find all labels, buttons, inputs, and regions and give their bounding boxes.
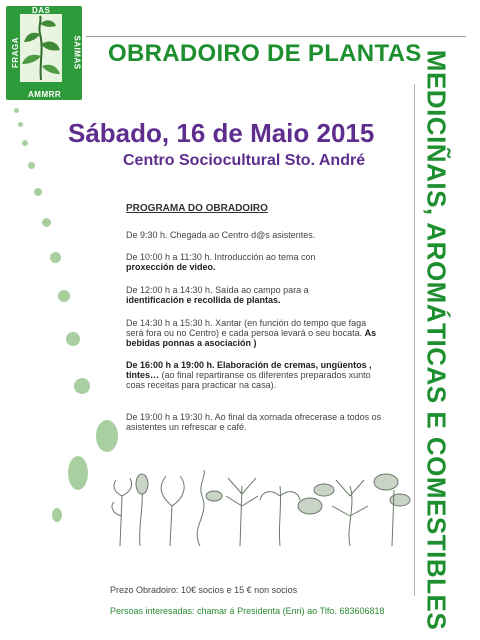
program-item-text: De 12:00 h a 14:30 h. Saída ao campo para a [126, 285, 309, 295]
logo-text-left: FRAGA [10, 37, 20, 68]
decor-circle [42, 218, 51, 227]
logo-plant-illustration [20, 14, 62, 82]
decor-circle [50, 252, 61, 263]
decor-circle [68, 456, 88, 490]
decor-circle [18, 122, 23, 127]
decor-circle [74, 378, 90, 394]
program-item-text: De 9:30 h. Chegada ao Centro d@s asistentes. [126, 230, 316, 240]
program-heading: PROGRAMA DO OBRADOIRO [126, 203, 268, 214]
decor-circle [34, 188, 42, 196]
association-logo [2, 2, 86, 102]
decor-circle [58, 290, 70, 302]
program-item [126, 360, 386, 390]
program-item-bold: proxección de video. [126, 262, 216, 272]
vertical-title-container [416, 49, 456, 631]
program-item [126, 412, 386, 432]
header-divider [86, 36, 466, 37]
program-item-text: De 14:30 h a 15:30 h. Xantar (en función do tempo que faga será fora ou no Centro) e cada persoa levará o seu bocata. [126, 318, 367, 338]
program-item-text: De 10:00 h a 11:30 h. Introducción ao tema con [126, 252, 316, 262]
program-item-text: (ao final repartiranse os diferentes preparados xunto coas receitas para practicar na casa). [126, 370, 371, 390]
program-item [126, 252, 386, 272]
event-date: Sábado, 16 de Maio 2015 [68, 118, 375, 148]
program-item [126, 285, 386, 305]
main-title: OBRADOIRO DE PLANTAS [108, 40, 422, 67]
plant-illustrations [110, 466, 416, 548]
decor-circle [52, 508, 62, 522]
decor-circle [22, 140, 28, 146]
logo-text-top: DAS [32, 6, 51, 15]
contact-info: Persoas interesadas: chamar á Presidenta (Enri) ao Tlfo. 683606818 [110, 606, 385, 616]
program-item-text: De 19:00 h a 19:30 h. Ao final da xornada ofrecerase a todos os asistentes un refrescar e café. [126, 412, 382, 432]
program-item-bold: De 16:00 h a 19:00 h. Elaboración de cremas, ungüentos , tintes… [126, 360, 372, 380]
logo-text-bottom: AMMRR [28, 90, 62, 99]
decor-circle [14, 108, 19, 113]
program-item [126, 318, 386, 348]
vertical-title: MEDICIÑAIS, AROMÁTICAS E COMESTIBLES [421, 49, 452, 631]
program-item-bold: As bebidas ponnas a asociación ) [126, 328, 377, 348]
program-item [126, 230, 386, 240]
program-item-bold: identificación e recollida de plantas. [126, 295, 281, 305]
decor-circle [66, 332, 80, 346]
decor-circle [96, 420, 118, 452]
decor-circle [28, 162, 35, 169]
logo-text-right: SAIMAS [72, 35, 82, 70]
event-venue: Centro Sociocultural Sto. André [123, 152, 366, 169]
price-info: Prezo Obradoiro: 10€ socios e 15 € non socios [110, 585, 298, 595]
